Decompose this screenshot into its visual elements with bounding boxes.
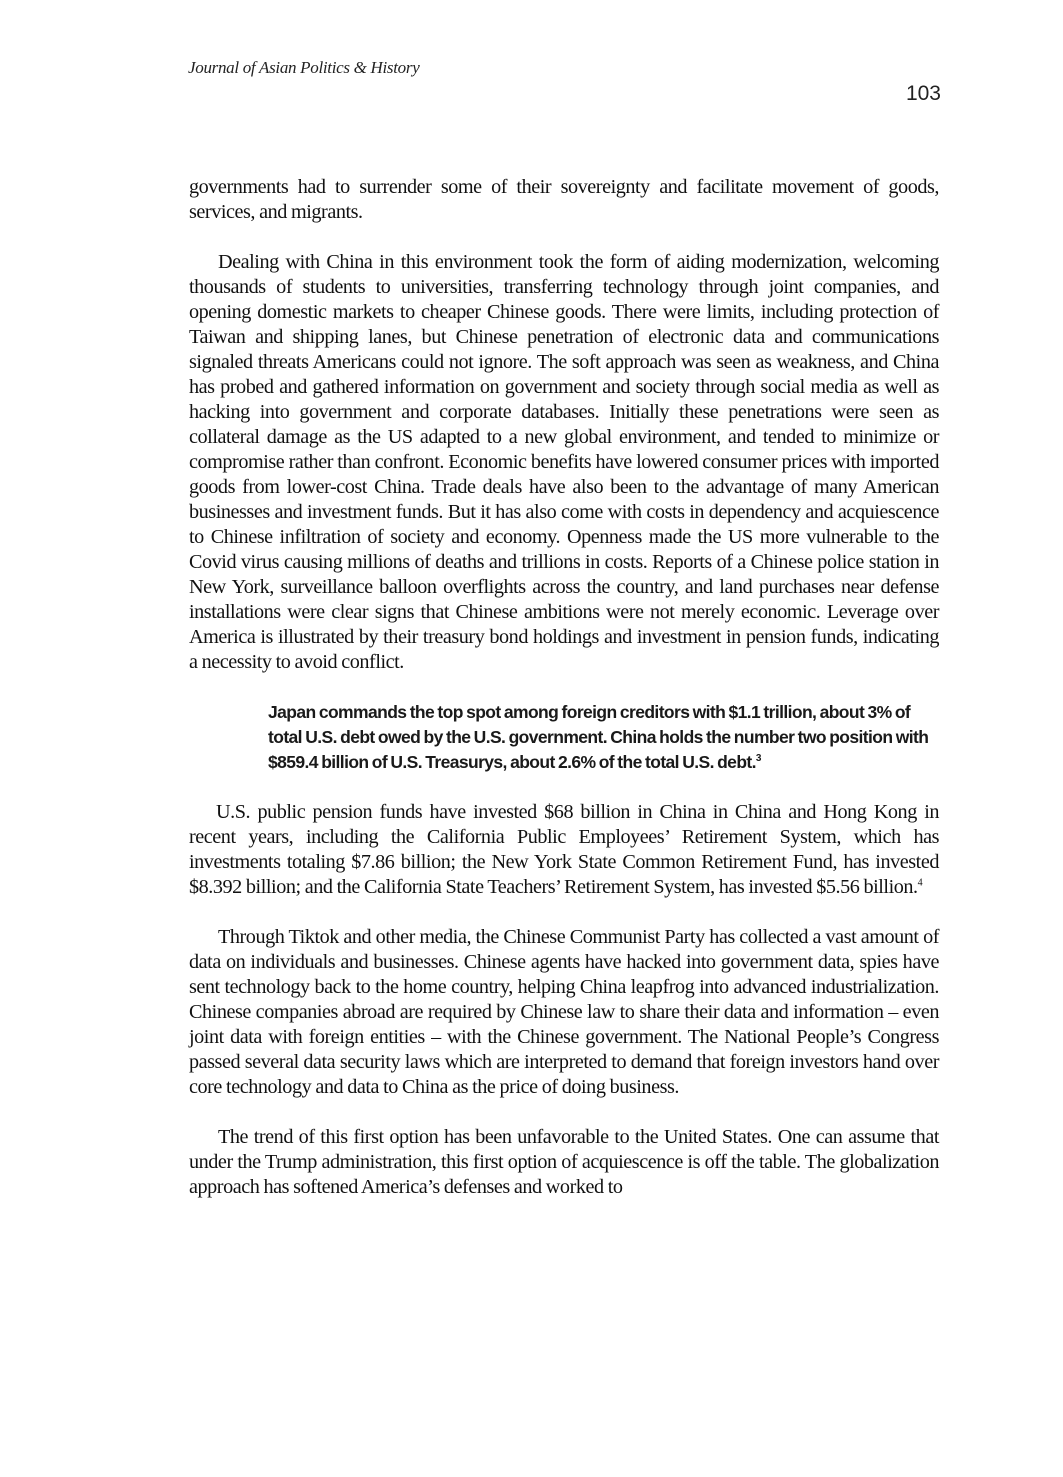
- page-number: 103: [905, 82, 941, 105]
- pension-text: U.S. public pension funds have invested $68 billion in China in China and Hong Kong in recent years, including the California Public Employees’ Retirement System, which has investments totaling $7.86 billion; the New York State Common Retirement Fund, has invested $8.392 billion; and the California State Teachers’ Retirement System, has invested $5.56 billion.: [189, 801, 939, 898]
- journal-title: Journal of Asian Politics & History: [188, 58, 420, 77]
- article-body: [189, 175, 939, 1225]
- block-quote: [268, 700, 939, 775]
- paragraph-pension-funds: [189, 800, 939, 900]
- footnote-ref-3[interactable]: 3: [755, 753, 761, 765]
- paragraph-continuation: governments had to surrender some of their sovereignty and facilitate movement of goods, services, and migrants.: [189, 176, 939, 223]
- block-quote-text: Japan commands the top spot among foreign creditors with $1.1 trillion, about 3% of total U.S. debt owed by the U.S. government. China holds the number two position with $859.4 billion of U.S. Treasurys, about 2.6% of the total U.S. debt.: [268, 702, 929, 772]
- paragraph-tiktok: Through Tiktok and other media, the Chinese Communist Party has collected a vast amount of data on individuals and businesses. Chinese agents have hacked into government data, spies have sent technology back to the home country, helping China leapfrog into advanced industrialization. Chinese companies abroad are required by Chinese law to share their data and information – even joint data with foreign entities – with the Chinese government. The National People’s Congress passed several data security laws which are interpreted to demand that foreign investors hand over core technology and data to China as the price of doing business.: [189, 926, 939, 1098]
- paragraph-trend: The trend of this first option has been unfavorable to the United States. One can assume that under the Trump administration, this first option of acquiescence is off the table. The globalization approach has softened America’s defenses and worked to: [189, 1126, 939, 1198]
- footnote-ref-4[interactable]: 4: [917, 877, 923, 889]
- paragraph-dealing-with-china: Dealing with China in this environment took the form of aiding modernization, welcoming thousands of students to universities, transferring technology through joint companies, and opening domestic markets to cheaper Chinese goods. There were limits, including protection of Taiwan and shipping lanes, but Chinese penetration of electronic data and communications signaled threats Americans could not ignore. The soft approach was seen as weakness, and China has probed and gathered information on government and society through social media as well as hacking into government and corporate databases. Initially these penetrations were seen as collateral damage as the US adapted to a new global environment, and tended to minimize or compromise rather than confront. Economic benefits have lowered consumer prices with imported goods from lower-cost China. Trade deals have also been to the advantage of many American businesses and investment funds. But it has also come with costs in dependency and acquiescence to Chinese infiltration of society and economy. Openness made the US more vulnerable to the Covid virus causing millions of deaths and trillions in costs. Reports of a Chinese police station in New York, surveillance balloon overflights across the country, and land purchases near defense installations were clear signs that Chinese ambitions were not merely economic. Leverage over America is illustrated by their treasury bond holdings and investment in pension funds, indicating a necessity to avoid conflict.: [189, 251, 939, 673]
